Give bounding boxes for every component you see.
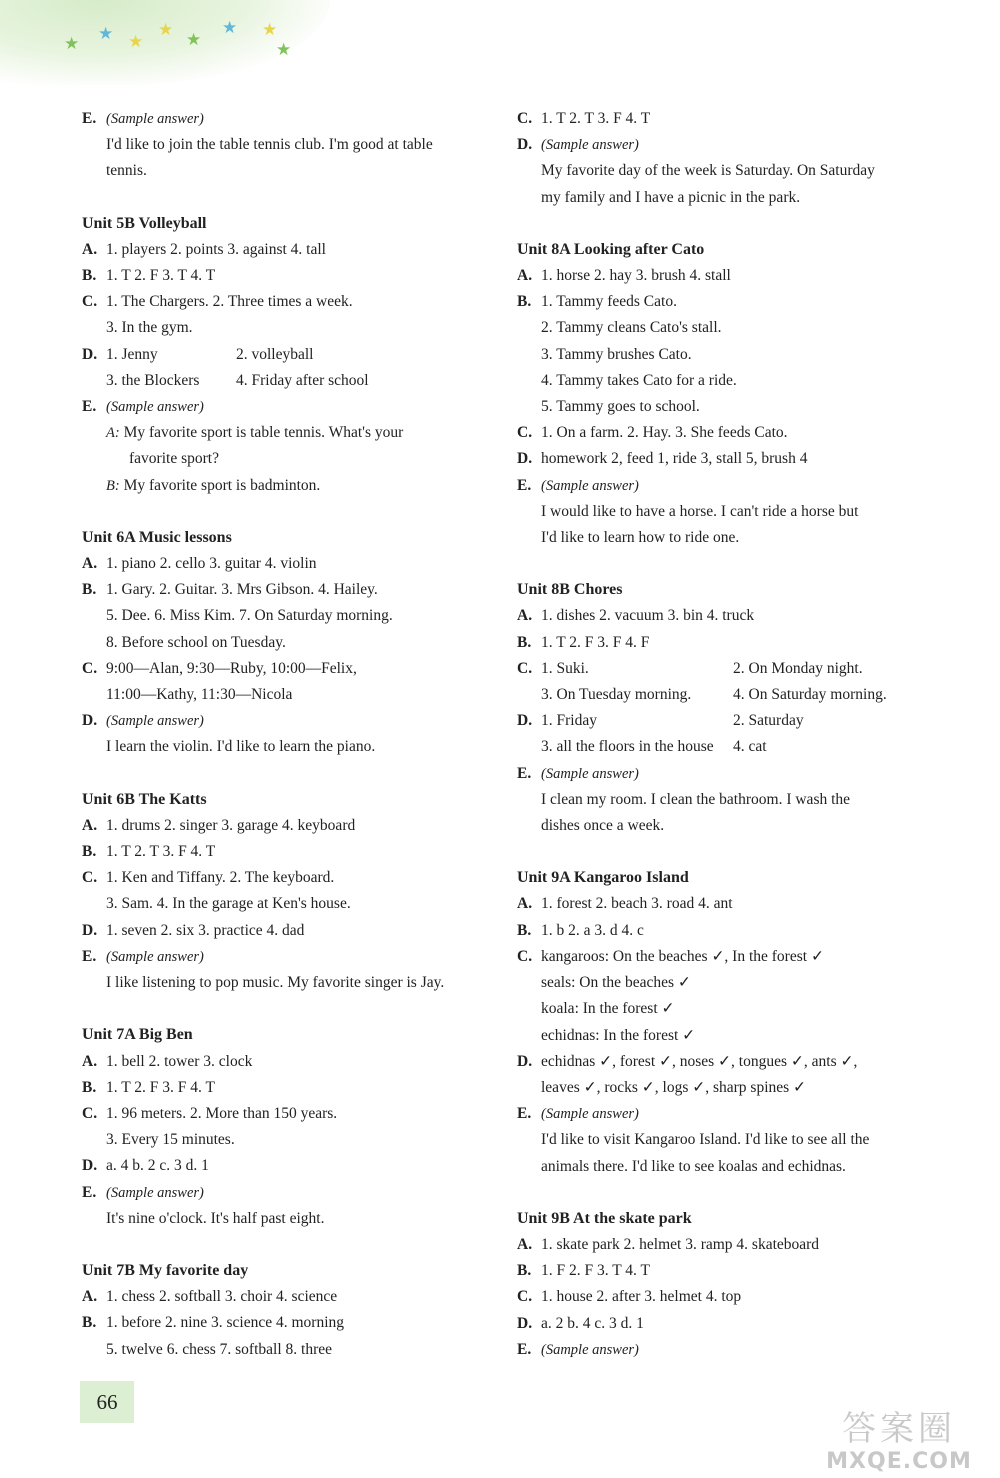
answer-text: 5. Dee. 6. Miss Kim. 7. On Saturday morning. [106, 607, 393, 625]
answer-text: I'd like to learn how to ride one. [541, 529, 740, 547]
item-letter: D. [517, 136, 533, 154]
item-letter: D. [517, 1314, 533, 1332]
answer-text: 3. On Tuesday morning. [541, 686, 692, 704]
sample-answer-label: (Sample answer) [106, 948, 204, 965]
section-unit5b [82, 211, 502, 499]
answer-text: 8. Before school on Tuesday. [106, 633, 286, 651]
item-letter: E. [82, 1183, 97, 1201]
right-column [517, 106, 937, 1389]
item-letter: B. [82, 1078, 97, 1096]
item-letter: A. [82, 240, 98, 258]
answer-text: 3. Sam. 4. In the garage at Ken's house. [106, 895, 351, 913]
answer-text: 1. Jenny [106, 345, 158, 363]
section-unit9a [517, 865, 937, 1179]
section-unit5a-end [82, 106, 502, 185]
sample-answer-label: (Sample answer) [541, 137, 639, 154]
answer-text: I would like to have a horse. I can't ride a horse but [541, 502, 859, 520]
answer-text: I clean my room. I clean the bathroom. I wash the [541, 790, 851, 808]
answer-text: My favorite sport is table tennis. What's your [119, 424, 404, 442]
unit-title: Unit 6B The Katts [82, 790, 207, 808]
answer-text: 1. Tammy feeds Cato. [541, 293, 677, 311]
section-unit7b [82, 1258, 502, 1363]
answer-text: 2. On Monday night. [733, 659, 863, 677]
item-letter: D. [82, 921, 98, 939]
unit-title: Unit 9A Kangaroo Island [517, 869, 689, 887]
answer-text: a. 4 b. 2 c. 3 d. 1 [106, 1157, 209, 1175]
item-letter: A. [517, 1235, 533, 1253]
section-unit7a [82, 1022, 502, 1232]
item-letter: A. [517, 607, 533, 625]
item-letter: A. [517, 895, 533, 913]
sample-answer-label: (Sample answer) [541, 765, 639, 782]
answer-text: kangaroos: On the beaches ✓, In the forest ✓ [541, 947, 824, 965]
page-number: 66 [80, 1381, 134, 1423]
speaker-label: B: [106, 477, 120, 494]
watermark [804, 1409, 994, 1474]
answer-text: echidnas ✓, forest ✓, noses ✓, tongues ✓, ants ✓, [541, 1052, 858, 1070]
item-letter: A. [82, 1288, 98, 1306]
item-letter: B. [517, 1262, 532, 1280]
unit-title: Unit 8B Chores [517, 581, 623, 599]
sample-answer-label: (Sample answer) [541, 1341, 639, 1358]
answer-text: 3. Every 15 minutes. [106, 1131, 235, 1149]
unit-title: Unit 9B At the skate park [517, 1209, 692, 1227]
sample-answer-label: (Sample answer) [106, 1184, 204, 1201]
answer-text: 4. Friday after school [236, 371, 369, 389]
answer-text: 1. before 2. nine 3. science 4. morning [106, 1314, 345, 1332]
answer-text: 1. Gary. 2. Guitar. 3. Mrs Gibson. 4. Hailey. [106, 581, 378, 599]
answer-text: 1. Friday [541, 712, 597, 730]
answer-text: 1. T 2. T 3. F 4. T [541, 110, 651, 127]
item-letter: C. [517, 110, 533, 127]
item-letter: B. [517, 293, 532, 311]
answer-text: 1. dishes 2. vacuum 3. bin 4. truck [541, 607, 755, 625]
section-unit9b [517, 1206, 937, 1363]
item-letter: E. [82, 947, 97, 965]
watermark-logo: 答案圈 [842, 1409, 956, 1449]
item-letter: B. [517, 921, 532, 939]
item-letter: C. [517, 947, 533, 965]
answer-text: favorite sport? [129, 450, 219, 468]
star-icon: ★ [262, 20, 278, 40]
answer-text: koala: In the forest ✓ [541, 1000, 675, 1018]
answer-text: animals there. I'd like to see koalas and echidnas. [541, 1157, 846, 1175]
answer-text: It's nine o'clock. It's half past eight. [106, 1209, 325, 1227]
section-unit6b [82, 787, 502, 997]
answer-text: 2. Saturday [733, 712, 804, 730]
item-letter: B. [517, 633, 532, 651]
item-letter: E. [517, 1105, 532, 1123]
answer-text: 1. bell 2. tower 3. clock [106, 1052, 253, 1070]
answer-text: 1. b 2. a 3. d 4. c [541, 921, 644, 939]
star-icon: ★ [128, 32, 144, 52]
item-letter: C. [82, 869, 98, 887]
answer-text: 3. the Blockers [106, 371, 200, 389]
answer-text: 1. T 2. T 3. F 4. T [106, 843, 216, 861]
unit-title: Unit 6A Music lessons [82, 528, 232, 546]
star-icon: ★ [98, 24, 114, 44]
sample-answer-label: (Sample answer) [106, 399, 204, 416]
answer-text: 3. In the gym. [106, 319, 193, 337]
answer-text: 2. Tammy cleans Cato's stall. [541, 319, 722, 337]
item-letter: D. [82, 345, 98, 363]
answer-text: 4. On Saturday morning. [733, 686, 887, 704]
answer-text: 3. Tammy brushes Cato. [541, 345, 692, 363]
watermark-url: MXQE.COM [826, 1449, 972, 1474]
answer-text: 1. Ken and Tiffany. 2. The keyboard. [106, 869, 335, 887]
item-letter: E. [517, 1340, 532, 1358]
star-icon: ★ [158, 20, 174, 40]
item-letter: B. [82, 267, 97, 285]
answer-text: 5. Tammy goes to school. [541, 398, 700, 416]
answer-text: homework 2, feed 1, ride 3, stall 5, brush 4 [541, 450, 808, 468]
item-letter: B. [82, 1314, 97, 1332]
answer-text: 1. seven 2. six 3. practice 4. dad [106, 921, 305, 939]
item-letter: A. [517, 267, 533, 285]
item-letter: D. [82, 1157, 98, 1175]
item-letter: C. [517, 1288, 533, 1306]
star-icon: ★ [222, 18, 238, 38]
answer-text: 1. piano 2. cello 3. guitar 4. violin [106, 555, 317, 573]
answer-text: 1. drums 2. singer 3. garage 4. keyboard [106, 816, 356, 834]
item-letter: E. [517, 476, 532, 494]
section-unit8a [517, 237, 937, 551]
item-letter: C. [82, 1104, 98, 1122]
answer-text: 3. all the floors in the house [541, 738, 714, 756]
unit-title: Unit 7B My favorite day [82, 1261, 249, 1279]
item-letter: B. [82, 581, 97, 599]
item-letter: C. [517, 659, 533, 677]
sample-answer-label: (Sample answer) [541, 477, 639, 494]
answer-text: 1. T 2. F 3. F 4. F [541, 633, 650, 651]
answer-text: I'd like to join the table tennis club. I'm good at table [106, 136, 433, 154]
answer-text: 1. F 2. F 3. T 4. T [541, 1262, 650, 1280]
answer-text: 1. chess 2. softball 3. choir 4. science [106, 1288, 338, 1306]
answer-text: 2. volleyball [236, 345, 314, 363]
star-icon: ★ [276, 40, 292, 60]
answer-text: I'd like to visit Kangaroo Island. I'd like to see all the [541, 1131, 870, 1149]
answer-text: a. 2 b. 4 c. 3 d. 1 [541, 1314, 644, 1332]
answer-text: 1. house 2. after 3. helmet 4. top [541, 1288, 742, 1306]
left-column [82, 106, 502, 1389]
item-letter: D. [517, 1052, 533, 1070]
item-letter: A. [82, 816, 98, 834]
answer-text: 1. skate park 2. helmet 3. ramp 4. skateboard [541, 1235, 820, 1253]
item-letter: A. [82, 1052, 98, 1070]
answer-text: 1. The Chargers. 2. Three times a week. [106, 293, 353, 311]
answer-text: 1. On a farm. 2. Hay. 3. She feeds Cato. [541, 424, 788, 442]
item-letter: D. [517, 450, 533, 468]
answer-text: I learn the violin. I'd like to learn the piano. [106, 738, 376, 756]
answer-text: 1. T 2. F 3. T 4. T [106, 267, 216, 285]
answer-text: 1. T 2. F 3. F 4. T [106, 1078, 215, 1096]
item-letter: E. [82, 398, 97, 416]
answer-text: 4. cat [733, 738, 767, 756]
answer-text: 5. twelve 6. chess 7. softball 8. three [106, 1340, 332, 1358]
item-letter: E. [82, 110, 97, 127]
answer-text: 9:00—Alan, 9:30—Ruby, 10:00—Felix, [106, 659, 357, 677]
star-icon: ★ [64, 34, 80, 54]
answer-text: leaves ✓, rocks ✓, logs ✓, sharp spines ✓ [541, 1078, 807, 1096]
unit-title: Unit 7A Big Ben [82, 1026, 193, 1044]
item-letter: D. [82, 712, 98, 730]
answer-text: My favorite sport is badminton. [119, 476, 321, 494]
sample-answer-label: (Sample answer) [106, 713, 204, 730]
answer-text: 11:00—Kathy, 11:30—Nicola [106, 686, 293, 704]
section-unit6a [82, 525, 502, 761]
answer-text: 4. Tammy takes Cato for a ride. [541, 371, 737, 389]
section-unit7b-end [517, 106, 937, 211]
answer-text: dishes once a week. [541, 817, 665, 835]
item-letter: B. [82, 843, 97, 861]
unit-title: Unit 5B Volleyball [82, 214, 207, 232]
answer-text: 1. forest 2. beach 3. road 4. ant [541, 895, 733, 913]
item-letter: C. [82, 293, 98, 311]
answer-text: 1. 96 meters. 2. More than 150 years. [106, 1104, 338, 1122]
item-letter: C. [517, 424, 533, 442]
item-letter: E. [517, 764, 532, 782]
sample-answer-label: (Sample answer) [541, 1106, 639, 1123]
answer-text: My favorite day of the week is Saturday. On Saturday [541, 162, 875, 180]
answer-text: 1. players 2. points 3. against 4. tall [106, 240, 326, 258]
unit-title: Unit 8A Looking after Cato [517, 240, 705, 258]
speaker-label: A: [106, 425, 120, 442]
sample-answer-label: (Sample answer) [106, 111, 204, 127]
section-unit8b [517, 577, 937, 839]
answer-text: my family and I have a picnic in the park. [541, 188, 801, 206]
item-letter: C. [82, 659, 98, 677]
answer-text: tennis. [106, 162, 147, 180]
item-letter: D. [517, 712, 533, 730]
answer-text: 1. horse 2. hay 3. brush 4. stall [541, 267, 731, 285]
star-icon: ★ [186, 30, 202, 50]
answer-text: I like listening to pop music. My favorite singer is Jay. [106, 974, 445, 992]
answer-text: seals: On the beaches ✓ [541, 974, 691, 992]
answer-text: echidnas: In the forest ✓ [541, 1026, 696, 1044]
item-letter: A. [82, 555, 98, 573]
answer-text: 1. Suki. [541, 659, 589, 677]
